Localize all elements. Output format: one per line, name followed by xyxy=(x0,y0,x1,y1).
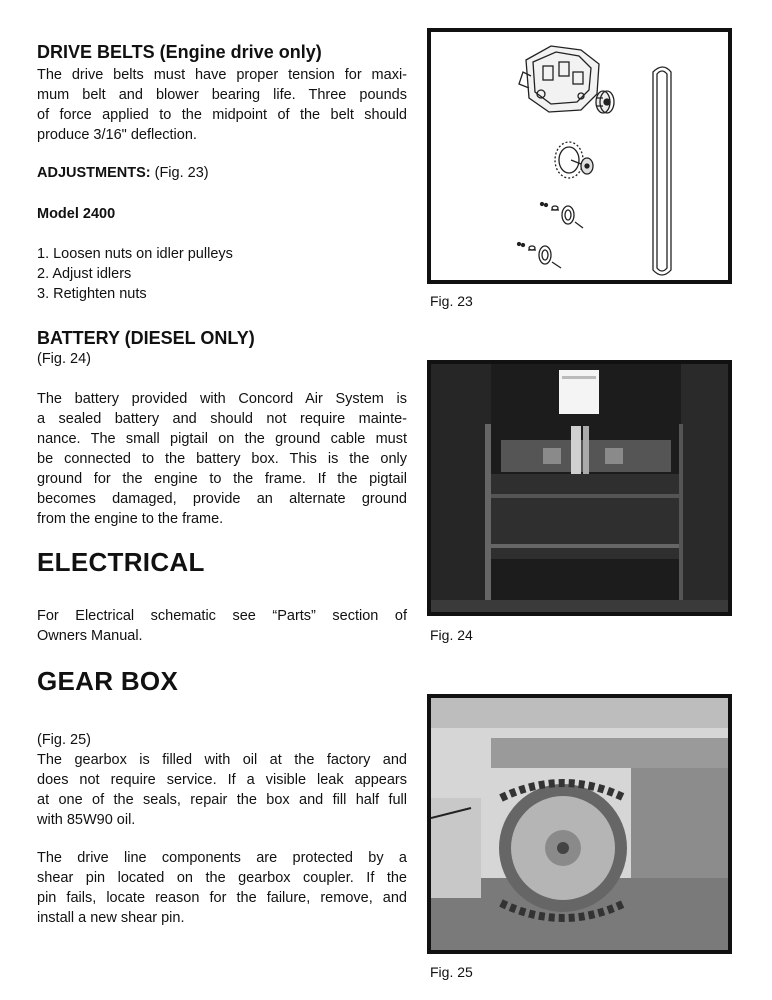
adjustments-label: ADJUSTMENTS: xyxy=(37,165,151,181)
body-line: at one of the seals, repair the box and fill half full xyxy=(37,792,407,808)
drive-belts-body xyxy=(37,65,407,145)
body-line: shear pin located on the gearbox coupler. If the xyxy=(37,870,407,886)
body-line: a sealed battery and should not require mainte- xyxy=(37,411,407,427)
body-line: Owners Manual. xyxy=(37,628,143,644)
battery-ref: (Fig. 24) xyxy=(37,351,91,367)
body-line: mum belt and blower bearing life. Three pounds xyxy=(37,87,407,103)
model-label: Model 2400 xyxy=(37,206,116,222)
body-line: pin fails, locate reason for the failure, remove, and xyxy=(37,890,407,906)
adjustments-line xyxy=(37,163,209,183)
body-line: produce 3/16" deflection. xyxy=(37,127,197,143)
list-item: 1. Loosen nuts on idler pulleys xyxy=(37,246,233,262)
pump-assembly-drawing xyxy=(431,32,728,280)
body-line: from the engine to the frame. xyxy=(37,511,224,527)
gear-box-body-2 xyxy=(37,848,407,928)
body-line: becomes damaged, provide an alternate ground xyxy=(37,491,407,507)
gear-box-heading: GEAR BOX xyxy=(37,666,179,696)
list-item: 3. Retighten nuts xyxy=(37,286,147,302)
battery-body xyxy=(37,389,407,529)
battery-heading: BATTERY (DIESEL ONLY) xyxy=(37,328,255,348)
fig-25-image xyxy=(427,694,732,954)
body-line: The drive line components are protected by a xyxy=(37,850,407,866)
electrical-heading: ELECTRICAL xyxy=(37,547,205,577)
list-item: 2. Adjust idlers xyxy=(37,266,132,282)
body-line: be connected to the battery box. This is the only xyxy=(37,451,407,467)
fig-25-caption: Fig. 25 xyxy=(430,964,473,980)
body-line: The battery provided with Concord Air System is xyxy=(37,391,407,407)
body-line: does not require service. If a visible leak appears xyxy=(37,772,407,788)
fig-23-caption: Fig. 23 xyxy=(430,293,473,309)
battery-photo xyxy=(431,364,728,612)
gearbox-photo xyxy=(431,698,728,950)
body-line: install a new shear pin. xyxy=(37,910,185,926)
gear-box-ref: (Fig. 25) xyxy=(37,732,91,748)
gear-box-body-1 xyxy=(37,750,407,830)
body-line: of force applied to the midpoint of the belt should xyxy=(37,107,407,123)
body-line: ground for the engine to the frame. If the pigtail xyxy=(37,471,407,487)
electrical-body xyxy=(37,606,407,646)
body-line: The drive belts must have proper tension for maxi- xyxy=(37,67,407,83)
body-line: nance. The small pigtail on the ground cable must xyxy=(37,431,407,447)
body-line: The gearbox is filled with oil at the factory and xyxy=(37,752,407,768)
drive-belts-heading: DRIVE BELTS (Engine drive only) xyxy=(37,42,322,62)
fig-23-image xyxy=(427,28,732,284)
body-line: with 85W90 oil. xyxy=(37,812,136,828)
fig-24-caption: Fig. 24 xyxy=(430,627,473,643)
adjustments-ref: (Fig. 23) xyxy=(154,165,209,181)
fig-24-image xyxy=(427,360,732,616)
body-line: For Electrical schematic see “Parts” section of xyxy=(37,608,407,624)
adjustment-steps xyxy=(37,244,233,304)
